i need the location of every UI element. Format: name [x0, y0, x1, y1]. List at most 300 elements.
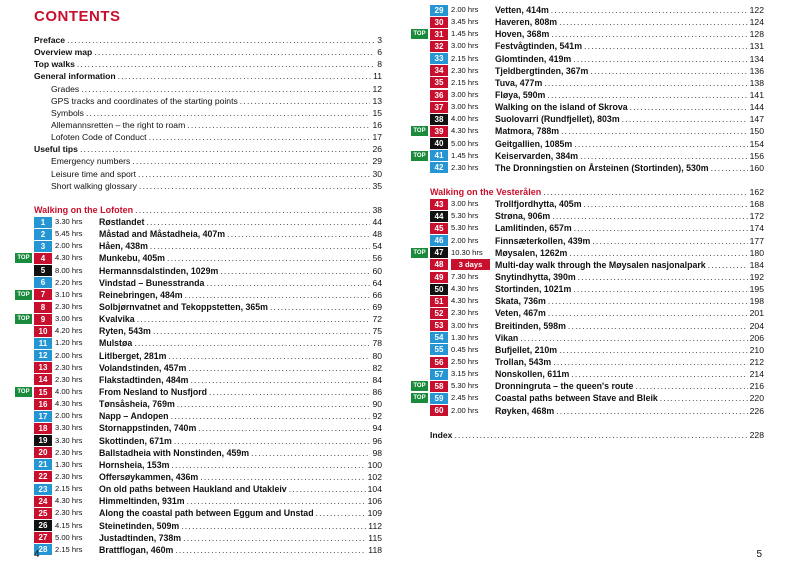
- tour-number-badge: 19: [34, 435, 52, 446]
- tour-entry-8[interactable]: [34, 301, 382, 313]
- tour-name: From Nesland to Nusfjord: [99, 387, 208, 397]
- tour-entry-7[interactable]: [17, 289, 382, 301]
- dot-leader: [556, 405, 747, 417]
- top-walk-badge: TOP: [15, 253, 32, 263]
- tour-duration: 2.15 hrs: [55, 484, 83, 494]
- tour-name: Skottinden, 671m: [99, 435, 172, 446]
- toc-page-number: 75: [372, 326, 382, 337]
- tour-number-badge: 43: [430, 199, 448, 210]
- tour-entry-18[interactable]: [34, 422, 382, 434]
- toc-page-number: 115: [368, 532, 382, 543]
- tour-entry-26[interactable]: [34, 519, 382, 531]
- tour-duration: 3.00 hrs: [55, 314, 83, 324]
- tour-name: On old paths between Haukland and Utakleiv: [99, 484, 287, 495]
- tour-duration: 2.00 hrs: [451, 5, 479, 15]
- tour-number-badge: 29: [430, 5, 448, 16]
- tour-entry-11[interactable]: [34, 337, 382, 349]
- tour-number-badge: 16: [34, 399, 52, 410]
- dot-leader: [559, 16, 748, 28]
- tour-duration: 5.00 hrs: [55, 532, 83, 542]
- tour-duration: 4.20 hrs: [55, 326, 83, 336]
- tour-number-badge: 53: [430, 320, 448, 331]
- tour-entry-17[interactable]: [34, 410, 382, 422]
- dot-leader: [580, 150, 748, 162]
- section-lofoten[interactable]: [34, 204, 382, 216]
- tour-duration: 3.30 hrs: [55, 217, 83, 227]
- top-walk-badge: TOP: [411, 248, 428, 258]
- tour-entry-38[interactable]: [430, 113, 764, 125]
- tour-number-badge: 11: [34, 338, 52, 349]
- tour-number-badge: 37: [430, 102, 448, 113]
- toc-entry-label: Walking on the Lofoten: [34, 204, 134, 215]
- tour-number-badge: 5: [34, 265, 52, 276]
- tour-duration: 2.15 hrs: [451, 53, 479, 63]
- tour-name: Stortinden, 1021m: [495, 284, 572, 295]
- dot-leader: [573, 283, 747, 295]
- tour-duration: 2.45 hrs: [451, 393, 479, 403]
- tour-entry-32[interactable]: [430, 40, 764, 52]
- top-walk-badge: TOP: [15, 290, 32, 300]
- dot-leader: [548, 295, 748, 307]
- toc-entry[interactable]: [34, 155, 382, 167]
- tour-name: Haveren, 808m: [495, 17, 558, 28]
- section-vesteralen[interactable]: [430, 186, 764, 198]
- tour-entry-22[interactable]: [34, 471, 382, 483]
- tour-duration: 2.20 hrs: [55, 277, 83, 287]
- tour-number-badge: 7: [34, 289, 52, 300]
- dot-leader: [543, 186, 747, 198]
- tour-duration: 5.00 hrs: [451, 138, 479, 148]
- toc-entry[interactable]: [34, 46, 382, 58]
- top-walk-badge: TOP: [411, 151, 428, 161]
- tour-name: Bufjellet, 210m: [495, 344, 558, 355]
- tour-duration: 4.00 hrs: [451, 114, 479, 124]
- tour-name: Ryten, 543m: [99, 326, 151, 337]
- tour-duration: 4.30 hrs: [451, 126, 479, 136]
- dot-leader: [153, 325, 371, 337]
- tour-entry-53[interactable]: [430, 320, 764, 332]
- toc-page-number: 13: [372, 95, 382, 106]
- tour-name: Walking on the island of Skrova: [495, 102, 628, 113]
- tour-entry-33[interactable]: [430, 53, 764, 65]
- tour-number-badge: 21: [34, 459, 52, 470]
- tour-name: Litlberget, 281m: [99, 350, 167, 361]
- tour-duration: 4.30 hrs: [55, 253, 83, 263]
- toc-page-number: 30: [372, 168, 382, 179]
- toc-entry[interactable]: [34, 180, 382, 192]
- tour-entry-59[interactable]: [413, 392, 764, 404]
- tour-duration: 2.00 hrs: [451, 405, 479, 415]
- tour-number-badge: 17: [34, 411, 52, 422]
- dot-leader: [574, 138, 747, 150]
- tour-entry-43[interactable]: [430, 198, 764, 210]
- tour-name: Tønsåsheia, 769m: [99, 399, 175, 410]
- dot-leader: [149, 131, 371, 143]
- dot-leader: [146, 216, 370, 228]
- tour-number-badge: 2: [34, 229, 52, 240]
- tour-entry-45[interactable]: [430, 222, 764, 234]
- dot-leader: [181, 520, 366, 532]
- tour-entry-54[interactable]: [430, 332, 764, 344]
- tour-entry-27[interactable]: [34, 532, 382, 544]
- tour-entry-30[interactable]: [430, 16, 764, 28]
- tour-name: Vikan: [495, 332, 519, 343]
- dot-leader: [80, 143, 371, 155]
- toc-entry[interactable]: [34, 131, 382, 143]
- toc-entry-label: Emergency numbers: [51, 156, 131, 167]
- tour-number-badge: 41: [430, 150, 448, 161]
- toc-page-number: 198: [749, 296, 764, 307]
- tour-entry-35[interactable]: [430, 77, 764, 89]
- tour-duration: 3.00 hrs: [451, 199, 479, 209]
- dot-leader: [190, 374, 370, 386]
- tour-name: Ballstadheia with Nonstinden, 459m: [99, 447, 250, 458]
- tour-number-badge: 35: [430, 77, 448, 88]
- tour-duration: 3.00 hrs: [451, 320, 479, 330]
- toc-page-number: 192: [749, 272, 764, 283]
- toc-page-number: 48: [372, 229, 382, 240]
- tour-duration: 2.50 hrs: [451, 357, 479, 366]
- tour-duration: 4.15 hrs: [55, 520, 83, 530]
- top-walk-badge: TOP: [411, 29, 428, 39]
- tour-duration: 2.30 hrs: [451, 162, 479, 172]
- toc-entry[interactable]: [34, 70, 382, 82]
- tour-entry-40[interactable]: [430, 138, 764, 150]
- tour-name: Coastal paths between Stave and Bleik: [495, 393, 658, 404]
- toc-page-number: 214: [749, 369, 764, 380]
- dot-leader: [544, 77, 747, 89]
- tour-number-badge: 50: [430, 284, 448, 295]
- toc-entry-index[interactable]: [430, 429, 764, 441]
- toc-page-number: 136: [749, 65, 764, 76]
- tour-name: Røstlandet: [99, 217, 145, 228]
- tour-entry-58[interactable]: [413, 380, 764, 392]
- tour-name: Multi-day walk through the Møysalen nasjonalpark: [495, 259, 706, 270]
- toc-entry-label: Overview map: [34, 47, 93, 58]
- tour-number-badge: 15: [34, 387, 52, 398]
- tour-duration: 2.00 hrs: [55, 241, 83, 251]
- dot-leader: [559, 344, 748, 356]
- tour-name: Reinebringen, 484m: [99, 289, 183, 300]
- tour-number-badge: 6: [34, 277, 52, 288]
- tour-number-badge: 38: [430, 114, 448, 125]
- tour-entry-13[interactable]: [34, 362, 382, 374]
- toc-entry-label: Lofoten Code of Conduct: [51, 132, 147, 143]
- tour-entry-16[interactable]: [34, 398, 382, 410]
- tour-name: Måstad and Måstadheia, 407m: [99, 229, 226, 240]
- tour-number-badge: 60: [430, 405, 448, 416]
- tour-number-badge: 52: [430, 308, 448, 319]
- toc-page-number: 124: [749, 17, 764, 28]
- tour-entry-52[interactable]: [430, 307, 764, 319]
- tour-duration: 2.00 hrs: [451, 235, 479, 245]
- toc-page-number: 64: [372, 277, 382, 288]
- toc-page-number: 228: [749, 429, 764, 440]
- dot-leader: [561, 125, 748, 137]
- tour-name: Steinetinden, 509m: [99, 520, 180, 531]
- tour-entry-14[interactable]: [34, 374, 382, 386]
- tour-name: Hornsheia, 153m: [99, 459, 170, 470]
- tour-entry-34[interactable]: [430, 65, 764, 77]
- tour-duration: 4.30 hrs: [55, 399, 83, 409]
- toc-entry[interactable]: [34, 119, 382, 131]
- tour-number-badge: 32: [430, 41, 448, 52]
- tour-number-badge: 9: [34, 314, 52, 325]
- toc-entry[interactable]: [34, 107, 382, 119]
- toc-page-number: 204: [749, 320, 764, 331]
- tour-name: Lamlitinden, 657m: [495, 223, 572, 234]
- dot-leader: [574, 222, 748, 234]
- tour-entry-57[interactable]: [430, 368, 764, 380]
- tour-entry-29[interactable]: [430, 4, 764, 16]
- tour-duration: 4.30 hrs: [451, 296, 479, 306]
- dot-leader: [592, 235, 747, 247]
- tour-entry-49[interactable]: [430, 271, 764, 283]
- tour-number-badge: 58: [430, 381, 448, 392]
- toc-page-number: 195: [749, 284, 764, 295]
- toc-page-number: 112: [368, 520, 382, 531]
- tour-entry-23[interactable]: [34, 483, 382, 495]
- dot-leader: [188, 362, 370, 374]
- toc-page-number: 94: [372, 423, 382, 434]
- toc-page-number: 134: [749, 53, 764, 64]
- tour-entry-48[interactable]: [430, 259, 764, 271]
- tour-number-badge: 18: [34, 423, 52, 434]
- dot-leader: [168, 350, 370, 362]
- tour-number-badge: 54: [430, 332, 448, 343]
- tour-entry-39[interactable]: [413, 125, 764, 137]
- toc-entry[interactable]: [34, 83, 382, 95]
- dot-leader: [174, 435, 371, 447]
- tour-entry-6[interactable]: [34, 277, 382, 289]
- tour-entry-10[interactable]: [34, 325, 382, 337]
- tour-name: Hoven, 368m: [495, 29, 550, 40]
- tour-duration: 5.45 hrs: [55, 229, 83, 239]
- tour-number-badge: 12: [34, 350, 52, 361]
- tour-duration: 3.15 hrs: [451, 369, 479, 379]
- tour-entry-41[interactable]: [413, 150, 764, 162]
- tour-entry-42[interactable]: [430, 162, 764, 174]
- tour-number-badge: 13: [34, 362, 52, 373]
- tour-entry-36[interactable]: [430, 89, 764, 101]
- tour-name: Suolovarri (Rundfjellet), 803m: [495, 114, 620, 125]
- tour-name: Møysalen, 1262m: [495, 247, 568, 258]
- top-walk-badge: TOP: [411, 381, 428, 391]
- tour-duration: 2.30 hrs: [55, 302, 83, 312]
- tour-entry-51[interactable]: [430, 295, 764, 307]
- tour-number-badge: 49: [430, 272, 448, 283]
- dot-leader: [183, 532, 366, 544]
- tour-entry-3[interactable]: [34, 240, 382, 252]
- dot-leader: [251, 447, 370, 459]
- tour-entry-37[interactable]: [430, 101, 764, 113]
- tour-entry-50[interactable]: [430, 283, 764, 295]
- toc-page-number: 56: [372, 253, 382, 264]
- top-walk-badge: TOP: [15, 314, 32, 324]
- tour-name: Glomtinden, 419m: [495, 53, 572, 64]
- toc-page-number: 96: [372, 435, 382, 446]
- toc-page-number: 216: [749, 381, 764, 392]
- dot-leader: [227, 228, 370, 240]
- tour-number-badge: 59: [430, 393, 448, 404]
- toc-page-number: 174: [749, 223, 764, 234]
- tour-name: Mulstøa: [99, 338, 133, 349]
- dot-leader: [553, 356, 747, 368]
- tour-duration: 1.45 hrs: [451, 29, 479, 39]
- toc-entry-label: Useful tips: [34, 144, 78, 155]
- tour-entry-28[interactable]: [34, 544, 382, 556]
- tour-number-badge: 51: [430, 296, 448, 307]
- tour-number-badge: 40: [430, 138, 448, 149]
- tour-duration: 2.30 hrs: [55, 374, 83, 384]
- toc-page-number: 60: [372, 265, 382, 276]
- tour-number-badge: 44: [430, 211, 448, 222]
- dot-leader: [134, 337, 370, 349]
- tour-name: Trollan, 543m: [495, 357, 552, 367]
- dot-leader: [135, 204, 370, 216]
- toc-page-number: 141: [749, 90, 764, 101]
- toc-page-number: 44: [372, 217, 382, 228]
- top-walk-badge: TOP: [411, 393, 428, 403]
- tour-duration: 3.30 hrs: [55, 435, 83, 445]
- tour-number-badge: 25: [34, 508, 52, 519]
- tour-number-badge: 26: [34, 520, 52, 531]
- tour-name: Finnsæterkollen, 439m: [495, 235, 591, 246]
- tour-entry-47[interactable]: [413, 247, 764, 259]
- dot-leader: [185, 289, 371, 301]
- dot-leader: [171, 459, 365, 471]
- tour-entry-46[interactable]: [430, 235, 764, 247]
- toc-page-number: 38: [372, 204, 382, 215]
- tour-number-badge: 46: [430, 235, 448, 246]
- tour-name: The Dronningstien on Årsteinen (Stortinden), 530m: [495, 162, 709, 173]
- dot-leader: [584, 40, 748, 52]
- tour-entry-31[interactable]: [413, 28, 764, 40]
- toc-page-number: 8: [377, 59, 382, 70]
- tour-entry-1[interactable]: [34, 216, 382, 228]
- page-number-right: 5: [756, 549, 762, 560]
- tour-entry-44[interactable]: [430, 210, 764, 222]
- toc-page-number: 69: [372, 302, 382, 313]
- tour-duration: 1.30 hrs: [55, 459, 83, 469]
- tour-entry-21[interactable]: [34, 459, 382, 471]
- dot-leader: [200, 471, 365, 483]
- tour-entry-4[interactable]: [17, 252, 382, 264]
- toc-entry[interactable]: [34, 143, 382, 155]
- dot-leader: [289, 483, 366, 495]
- top-walk-badge: TOP: [411, 126, 428, 136]
- tour-duration: 2.30 hrs: [451, 308, 479, 318]
- tour-entry-25[interactable]: [34, 507, 382, 519]
- dot-leader: [573, 53, 747, 65]
- dot-leader: [209, 386, 370, 398]
- tour-number-badge: 45: [430, 223, 448, 234]
- toc-page-number: 184: [749, 259, 764, 270]
- tour-duration: 3 days: [451, 259, 490, 270]
- dot-leader: [568, 320, 748, 332]
- tour-number-badge: 47: [430, 247, 448, 258]
- tour-name: Munkebu, 405m: [99, 253, 165, 264]
- tour-entry-55[interactable]: [430, 344, 764, 356]
- dot-leader: [240, 95, 371, 107]
- tour-name: Vindstad – Bunesstranda: [99, 277, 205, 288]
- tour-entry-2[interactable]: [34, 228, 382, 240]
- tour-entry-60[interactable]: [430, 405, 764, 417]
- tour-number-badge: 23: [34, 484, 52, 495]
- toc-page-number: 180: [749, 247, 764, 258]
- tour-name: Brattflogan, 460m: [99, 544, 174, 555]
- tour-entry-15[interactable]: [17, 386, 382, 398]
- tour-name: Tjeldbergtinden, 367m: [495, 65, 589, 76]
- toc-page-number: 131: [749, 41, 764, 52]
- left-toc-list: [17, 34, 382, 556]
- tour-entry-12[interactable]: [34, 350, 382, 362]
- toc-page-number: 72: [372, 314, 382, 325]
- tour-duration: 3.45 hrs: [451, 17, 479, 27]
- tour-number-badge: 55: [430, 344, 448, 355]
- dot-leader: [167, 252, 370, 264]
- toc-entry[interactable]: [34, 95, 382, 107]
- toc-page-number: 144: [749, 102, 764, 113]
- tour-duration: 8.00 hrs: [55, 265, 83, 275]
- tour-duration: 1.30 hrs: [451, 332, 479, 342]
- toc-page-number: 177: [749, 235, 764, 246]
- toc-page-number: 98: [372, 447, 382, 458]
- toc-page-number: 147: [749, 114, 764, 125]
- tour-name: Skata, 736m: [495, 296, 546, 307]
- dot-leader: [547, 89, 747, 101]
- dot-leader: [708, 259, 748, 271]
- tour-entry-5[interactable]: [34, 265, 382, 277]
- tour-duration: 5.30 hrs: [451, 223, 479, 233]
- tour-duration: 5.30 hrs: [451, 381, 479, 391]
- dot-leader: [177, 398, 371, 410]
- tour-entry-24[interactable]: [34, 495, 382, 507]
- tour-entry-19[interactable]: [34, 435, 382, 447]
- toc-entry-label: Top walks: [34, 59, 75, 70]
- toc-entry-label: Walking on the Vesterålen: [430, 187, 542, 198]
- toc-entry[interactable]: [34, 58, 382, 70]
- tour-number-badge: 36: [430, 90, 448, 101]
- tour-duration: 2.30 hrs: [451, 65, 479, 75]
- toc-page-number: 17: [372, 132, 382, 143]
- toc-entry[interactable]: [34, 168, 382, 180]
- toc-entry[interactable]: [34, 34, 382, 46]
- dot-leader: [622, 113, 748, 125]
- dot-leader: [86, 107, 370, 119]
- toc-entry-label: General information: [34, 71, 116, 82]
- dot-leader: [94, 46, 375, 58]
- tour-entry-20[interactable]: [34, 447, 382, 459]
- toc-page-number: 16: [372, 120, 382, 131]
- tour-entry-56[interactable]: [430, 356, 764, 368]
- tour-duration: 2.15 hrs: [55, 544, 83, 554]
- tour-entry-9[interactable]: [17, 313, 382, 325]
- dot-leader: [132, 155, 370, 167]
- dot-leader: [220, 265, 370, 277]
- dot-leader: [660, 392, 748, 404]
- dot-leader: [454, 429, 747, 441]
- dot-leader: [139, 180, 370, 192]
- tour-name: Strøna, 906m: [495, 211, 551, 222]
- dot-leader: [138, 168, 370, 180]
- toc-page-number: 106: [367, 496, 382, 507]
- tour-duration: 2.30 hrs: [55, 508, 83, 518]
- toc-page-number: 82: [372, 362, 382, 373]
- toc-entry-label: GPS tracks and coordinates of the starting points: [51, 95, 238, 106]
- toc-page-number: 78: [372, 338, 382, 349]
- toc-page-number: 156: [749, 150, 764, 161]
